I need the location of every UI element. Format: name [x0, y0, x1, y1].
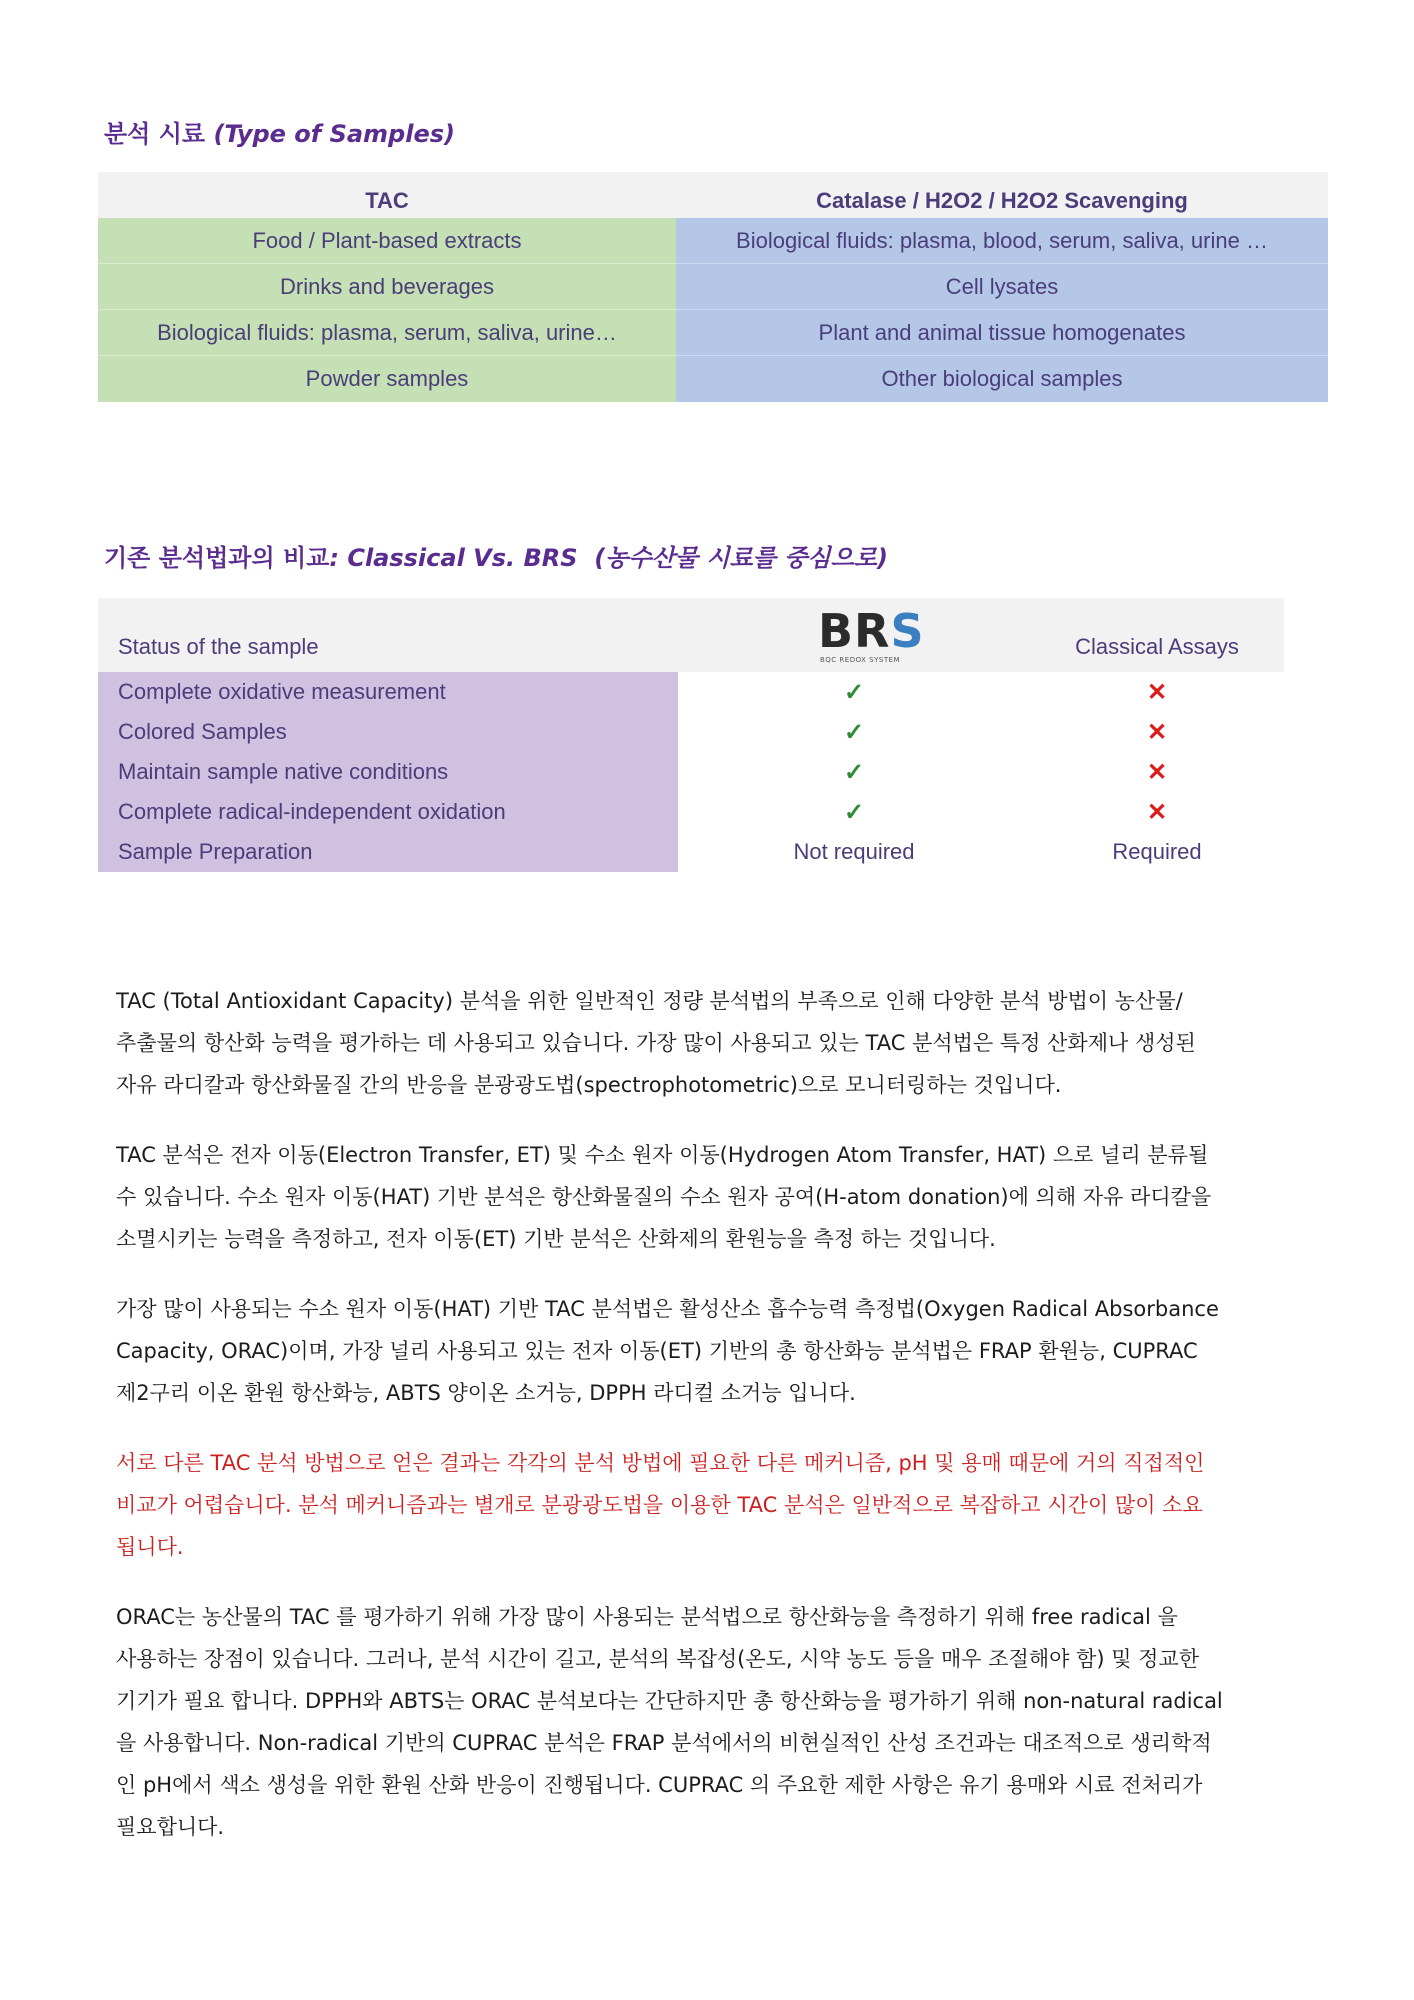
sample-types-table: [98, 172, 1328, 402]
text-line: Capacity, ORAC)이며, 가장 널리 사용되고 있는 전자 이동(ET) 기반의 총 항산화능 분석법은 FRAP 환원능, CUPRAC: [116, 1339, 1198, 1363]
text-line: 됩니다.: [116, 1535, 184, 1559]
heading-suffix: (농수산물 시료를 중심으로): [594, 544, 888, 572]
header-brs: [678, 598, 1030, 672]
header-catalase: Catalase / H2O2 / H2O2 Scavenging: [816, 188, 1188, 213]
text-line: 기기가 필요 합니다. DPPH와 ABTS는 ORAC 분석보다는 간단하지만 총 항산화능을 평가하기 위해 non-natural radical: [116, 1689, 1223, 1713]
table-header-row: [98, 172, 1328, 218]
heading-en: : Classical Vs. BRS: [329, 544, 578, 572]
section-heading-samples: [104, 114, 455, 149]
table-row: [98, 672, 1284, 712]
table-cell: Biological fluids: plasma, serum, saliva, urine…: [98, 310, 676, 356]
table-cell: Food / Plant-based extracts: [98, 218, 676, 264]
text-line: TAC (Total Antioxidant Capacity) 분석을 위한 일반적인 정량 분석법의 부족으로 인해 다양한 분석 방법이 농산물/: [116, 989, 1183, 1013]
check-icon: ✓: [843, 718, 865, 746]
text-line: 제2구리 이온 환원 항산화능, ABTS 양이온 소거능, DPPH 라디컬 소거능 입니다.: [116, 1381, 856, 1405]
brs-logo-text: BRS: [818, 604, 925, 658]
heading-kr: 기존 분석법과의 비교: [104, 544, 330, 572]
text-line: 자유 라디칼과 항산화물질 간의 반응을 분광광도법(spectrophotometric)으로 모니터링하는 것입니다.: [116, 1073, 1062, 1097]
table-cell: Powder samples: [305, 366, 469, 391]
cross-icon: ✕: [1146, 798, 1168, 826]
text-line: 서로 다른 TAC 분석 방법으로 얻은 결과는 각각의 분석 방법에 필요한 다른 메커니즘, pH 및 용매 때문에 거의 직접적인: [116, 1451, 1205, 1475]
row-label: Complete radical-independent oxidation: [98, 792, 678, 832]
paragraph-3: [116, 1288, 1296, 1414]
table-cell: Plant and animal tissue homogenates: [676, 310, 1328, 356]
header-status: Status of the sample: [118, 634, 319, 659]
table-cell: Cell lysates: [676, 264, 1328, 310]
text-line: 수 있습니다. 수소 원자 이동(HAT) 기반 분석은 항산화물질의 수소 원자 공여(H-atom donation)에 의해 자유 라디칼을: [116, 1185, 1212, 1209]
tac-column: [98, 218, 676, 402]
text-line: ORAC는 농산물의 TAC 를 평가하기 위해 가장 많이 사용되는 분석법으로 항산화능을 측정하기 위해 free radical 을: [116, 1605, 1178, 1629]
table-row: [98, 832, 1284, 872]
brs-value: Not required: [793, 839, 915, 864]
table-row: [98, 752, 1284, 792]
brs-logo: [818, 604, 925, 664]
check-icon: ✓: [843, 758, 865, 786]
check-icon: ✓: [843, 798, 865, 826]
text-line: TAC 분석은 전자 이동(Electron Transfer, ET) 및 수소 원자 이동(Hydrogen Atom Transfer, HAT) 으로 널리 분류될: [116, 1143, 1209, 1167]
heading-en: (Type of Samples): [213, 120, 455, 148]
text-line: 소멸시키는 능력을 측정하고, 전자 이동(ET) 기반 분석은 산화제의 환원능을 측정 하는 것입니다.: [116, 1227, 996, 1251]
classical-value: Required: [1112, 839, 1202, 864]
paragraph-4-highlight: [116, 1442, 1296, 1568]
table-body: [98, 218, 1328, 402]
header-tac: TAC: [365, 188, 409, 213]
table-row: [98, 712, 1284, 752]
text-line: 필요합니다.: [116, 1815, 225, 1839]
text-line: 비교가 어렵습니다. 분석 메커니즘과는 별개로 분광광도법을 이용한 TAC 분석은 일반적으로 복잡하고 시간이 많이 소요: [116, 1493, 1203, 1517]
heading-kr: 분석 시료: [104, 120, 206, 148]
brs-logo-subtitle: BQC REDOX SYSTEM: [820, 656, 901, 664]
catalase-column: [676, 218, 1328, 402]
table-cell: Other biological samples: [881, 366, 1123, 391]
table-cell: Biological fluids: plasma, blood, serum, saliva, urine …: [676, 218, 1328, 264]
cross-icon: ✕: [1146, 758, 1168, 786]
check-icon: ✓: [843, 678, 865, 706]
cross-icon: ✕: [1146, 678, 1168, 706]
header-classical: Classical Assays: [1075, 634, 1239, 659]
section-heading-comparison: [104, 538, 888, 573]
paragraph-2: [116, 1134, 1296, 1260]
text-line: 가장 많이 사용되는 수소 원자 이동(HAT) 기반 TAC 분석법은 활성산소 흡수능력 측정법(Oxygen Radical Absorbance: [116, 1297, 1219, 1321]
table-header-row: [98, 598, 1284, 672]
text-line: 을 사용합니다. Non-radical 기반의 CUPRAC 분석은 FRAP 분석에서의 비현실적인 산성 조건과는 대조적으로 생리학적: [116, 1731, 1212, 1755]
table-cell: Drinks and beverages: [98, 264, 676, 310]
text-line: 추출물의 항산화 능력을 평가하는 데 사용되고 있습니다. 가장 많이 사용되고 있는 TAC 분석법은 특정 산화제나 생성된: [116, 1031, 1196, 1055]
brs-logo-letter: S: [890, 604, 925, 658]
table-row: [98, 792, 1284, 832]
text-line: 인 pH에서 색소 생성을 위한 환원 산화 반응이 진행됩니다. CUPRAC 의 주요한 제한 사항은 유기 용매와 시료 전처리가: [116, 1773, 1203, 1797]
row-label: Maintain sample native conditions: [98, 752, 678, 792]
row-label: Colored Samples: [98, 712, 678, 752]
paragraph-1: [116, 980, 1296, 1106]
row-label: Complete oxidative measurement: [98, 672, 678, 712]
row-label: Sample Preparation: [98, 832, 678, 872]
cross-icon: ✕: [1146, 718, 1168, 746]
paragraph-5: [116, 1596, 1296, 1848]
comparison-table: [98, 598, 1284, 872]
text-line: 사용하는 장점이 있습니다. 그러나, 분석 시간이 길고, 분석의 복잡성(온도, 시약 농도 등을 매우 조절해야 함) 및 정교한: [116, 1647, 1200, 1671]
